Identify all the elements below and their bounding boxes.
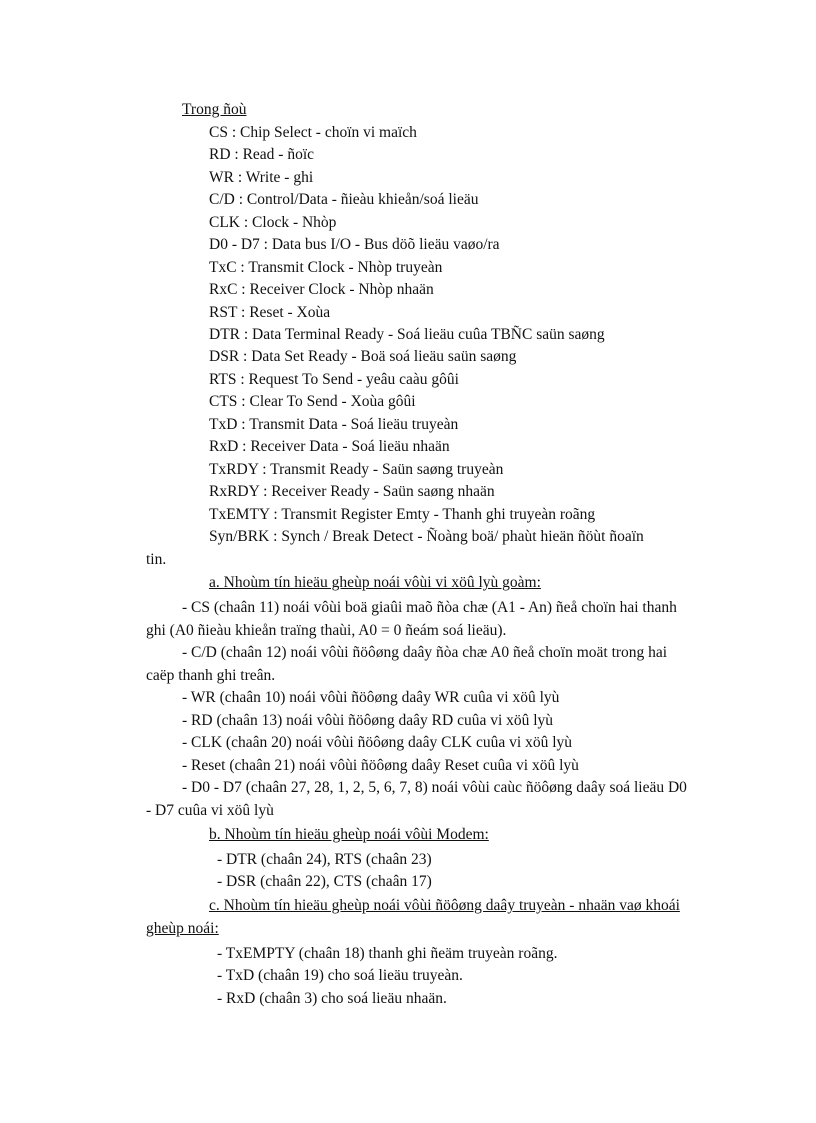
section-a-line: caëp thanh ghi treân. [146,667,276,684]
definition-data-bus: D0 - D7 : Data bus I/O - Bus döõ lieäu vaøo/ra [209,236,500,253]
definition-txc: TxC : Transmit Clock - Nhòp truyeàn [209,259,443,276]
definition-rst: RST : Reset - Xoùa [209,304,331,321]
section-a-line: ghi (A0 ñieàu khieån traïng thaùi, A0 = 0 ñeám soá lieäu). [146,622,507,639]
definition-txd: TxD : Transmit Data - Soá lieäu truyeàn [209,416,459,433]
definitions-heading: Trong ñoù [182,101,247,118]
section-c-title: c. Nhoùm tín hieäu gheùp noái vôùi ñöôøng daây truyeàn - nhaän vaø khoái [209,897,680,914]
definition-cd: C/D : Control/Data - ñieàu khieån/soá lieäu [209,191,479,208]
definition-wr: WR : Write - ghi [209,169,314,186]
definition-clk: CLK : Clock - Nhòp [209,214,337,231]
section-a-line: - Reset (chaân 21) noái vôùi ñöôøng daây Reset cuûa vi xöû lyù [182,757,579,774]
definition-rxd: RxD : Receiver Data - Soá lieäu nhaän [209,438,450,455]
section-b-title: b. Nhoùm tín hieäu gheùp noái vôùi Modem: [209,826,489,843]
definition-txrdy: TxRDY : Transmit Ready - Saün saøng truyeàn [209,461,504,478]
section-a-line: - C/D (chaân 12) noái vôùi ñöôøng daây ñòa chæ A0 ñeå choïn moät trong hai [182,644,668,661]
section-a-line: - D7 cuûa vi xöû lyù [146,802,274,819]
definition-syn-brk: Syn/BRK : Synch / Break Detect - Ñoàng boä/ phaùt hieän ñöùt ñoaïn [209,528,644,545]
definition-cs: CS : Chip Select - choïn vi maïch [209,124,417,141]
definition-cts: CTS : Clear To Send - Xoùa gôûi [209,393,416,410]
section-a-line: - D0 - D7 (chaân 27, 28, 1, 2, 5, 6, 7, 8) noái vôùi caùc ñöôøng daây soá lieäu D0 [182,779,687,796]
section-b-line: - DTR (chaân 24), RTS (chaân 23) [217,851,432,868]
section-c-line: - RxD (chaân 3) cho soá lieäu nhaän. [217,990,447,1007]
definition-rxrdy: RxRDY : Receiver Ready - Saün saøng nhaän [209,483,495,500]
section-a-line: - WR (chaân 10) noái vôùi ñöôøng daây WR cuûa vi xöû lyù [182,689,560,706]
section-c-line: - TxD (chaân 19) cho soá lieäu truyeàn. [217,967,463,984]
definition-dtr: DTR : Data Terminal Ready - Soá lieäu cuûa TBÑC saün saøng [209,326,605,343]
definition-syn-brk-cont: tin. [146,551,167,568]
section-c-line: - TxEMPTY (chaân 18) thanh ghi ñeäm truyeàn roãng. [217,945,558,962]
definition-rxc: RxC : Receiver Clock - Nhòp nhaän [209,281,434,298]
definition-rts: RTS : Request To Send - yeâu caàu gôûi [209,371,459,388]
section-a-line: - RD (chaân 13) noái vôùi ñöôøng daây RD cuûa vi xöû lyù [182,712,554,729]
definition-dsr: DSR : Data Set Ready - Boä soá lieäu saün saøng [209,348,517,365]
definition-txemty: TxEMTY : Transmit Register Emty - Thanh ghi truyeàn roãng [209,506,596,523]
section-a-line: - CS (chaân 11) noái vôùi boä giaûi maõ ñòa chæ (A1 - An) ñeå choïn hai thanh [182,599,677,616]
section-a-line: - CLK (chaân 20) noái vôùi ñöôøng daây CLK cuûa vi xöû lyù [182,734,572,751]
section-b-line: - DSR (chaân 22), CTS (chaân 17) [217,873,432,890]
section-c-title-cont: gheùp noái: [146,920,219,937]
definition-rd: RD : Read - ñoïc [209,146,315,163]
section-a-title: a. Nhoùm tín hieäu gheùp noái vôùi vi xöû lyù goàm: [209,574,541,591]
